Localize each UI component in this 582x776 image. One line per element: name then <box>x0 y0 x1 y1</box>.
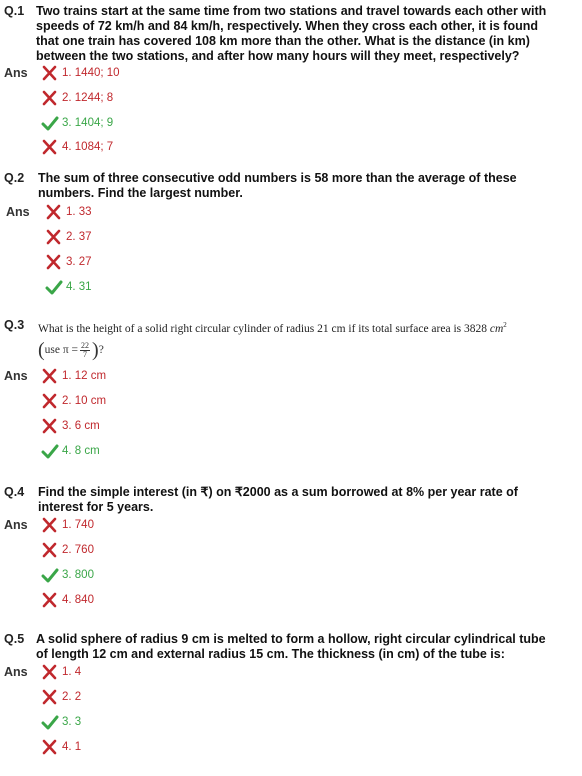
question-number: Q.1 <box>4 4 25 18</box>
check-icon <box>44 279 64 295</box>
option-text: 3. 1404; 9 <box>62 117 114 129</box>
option-4[interactable] <box>40 139 113 155</box>
cross-icon <box>40 517 60 533</box>
option-4[interactable] <box>40 739 81 755</box>
option-4[interactable] <box>40 592 94 608</box>
cross-icon <box>40 139 60 155</box>
fraction-denominator: 7 <box>83 349 88 359</box>
cross-icon <box>40 90 60 106</box>
option-2[interactable] <box>40 393 106 409</box>
option-text: 4. 1084; 7 <box>62 141 114 153</box>
question-text: Find the simple interest (in ₹) on ₹2000 as a sum borrowed at 8% per year rate of interest for 5 years. <box>38 485 518 514</box>
check-icon <box>40 443 60 459</box>
unit-exponent: 2 <box>503 321 507 329</box>
question-number: Q.2 <box>4 171 25 185</box>
option-text: 2. 760 <box>62 544 94 556</box>
answer-label: Ans <box>4 66 28 80</box>
formula-use: use π = <box>44 344 79 356</box>
option-3[interactable] <box>40 714 81 730</box>
check-icon <box>40 567 60 583</box>
option-text: 3. 27 <box>66 256 92 268</box>
option-text: 1. 4 <box>62 666 82 678</box>
cross-icon <box>44 204 64 220</box>
option-4[interactable] <box>40 443 100 459</box>
check-icon <box>40 115 60 131</box>
option-text: 3. 3 <box>62 716 82 728</box>
cross-icon <box>44 229 64 245</box>
cross-icon <box>40 592 60 608</box>
option-text: 4. 31 <box>66 281 92 293</box>
option-1[interactable] <box>44 204 92 220</box>
check-icon <box>40 714 60 730</box>
question-text-body: What is the height of a solid right circular cylinder of radius 21 cm if its total surface area is 3828 <box>38 322 487 335</box>
fraction-numerator: 22 <box>81 340 90 350</box>
unit: cm <box>489 322 504 335</box>
option-text: 4. 8 cm <box>62 445 100 457</box>
answer-label: Ans <box>4 369 28 383</box>
option-1[interactable] <box>40 664 81 680</box>
option-text: 1. 12 cm <box>62 370 107 382</box>
option-3[interactable] <box>40 115 113 131</box>
fraction <box>80 342 90 359</box>
option-3[interactable] <box>44 254 92 270</box>
option-3[interactable] <box>40 567 94 583</box>
right-paren: ) <box>92 339 99 361</box>
option-text: 1. 740 <box>62 519 94 531</box>
question-number: Q.5 <box>4 632 25 646</box>
question-number: Q.4 <box>4 485 25 499</box>
option-2[interactable] <box>40 689 81 705</box>
question-text: The sum of three consecutive odd numbers is 58 more than the average of these numbers. Find the largest number. <box>38 171 517 200</box>
option-2[interactable] <box>40 90 113 106</box>
option-text: 4. 1 <box>62 741 82 753</box>
option-text: 2. 2 <box>62 691 82 703</box>
option-text: 2. 1244; 8 <box>62 92 114 104</box>
question-number: Q.3 <box>4 318 25 332</box>
option-text: 1. 33 <box>66 206 92 218</box>
answer-label: Ans <box>6 205 30 219</box>
pi-formula <box>38 340 104 360</box>
answer-label: Ans <box>4 665 28 679</box>
option-3[interactable] <box>40 418 100 434</box>
option-2[interactable] <box>40 542 94 558</box>
question-text: A solid sphere of radius 9 cm is melted to form a hollow, right circular cylindrical tube of length 12 cm and external radius 15 cm. The thickness (in cm) of the tube is: <box>36 632 546 661</box>
option-text: 2. 37 <box>66 231 92 243</box>
option-text: 1. 1440; 10 <box>62 67 120 79</box>
option-text: 3. 800 <box>62 569 94 581</box>
cross-icon <box>40 368 60 384</box>
cross-icon <box>40 664 60 680</box>
option-2[interactable] <box>44 229 92 245</box>
question-text: Two trains start at the same time from two stations and travel towards each other with speeds of 72 km/h and 84 km/h, respectively. When they cross each other, it is found that one train has covered 108 km more than the other. What is the distance (in km) between the two stations, and after how many hours will they meet, respectively? <box>36 4 547 63</box>
cross-icon <box>40 542 60 558</box>
left-paren: ( <box>38 339 45 361</box>
option-text: 4. 840 <box>62 594 94 606</box>
option-1[interactable] <box>40 517 94 533</box>
option-text: 3. 6 cm <box>62 420 100 432</box>
option-4[interactable] <box>44 279 92 295</box>
cross-icon <box>40 739 60 755</box>
cross-icon <box>40 65 60 81</box>
option-1[interactable] <box>40 368 106 384</box>
question-text <box>38 318 558 337</box>
formula-end: ? <box>98 344 104 356</box>
option-text: 2. 10 cm <box>62 395 107 407</box>
cross-icon <box>40 418 60 434</box>
answer-label: Ans <box>4 518 28 532</box>
cross-icon <box>44 254 64 270</box>
option-1[interactable] <box>40 65 120 81</box>
cross-icon <box>40 689 60 705</box>
cross-icon <box>40 393 60 409</box>
